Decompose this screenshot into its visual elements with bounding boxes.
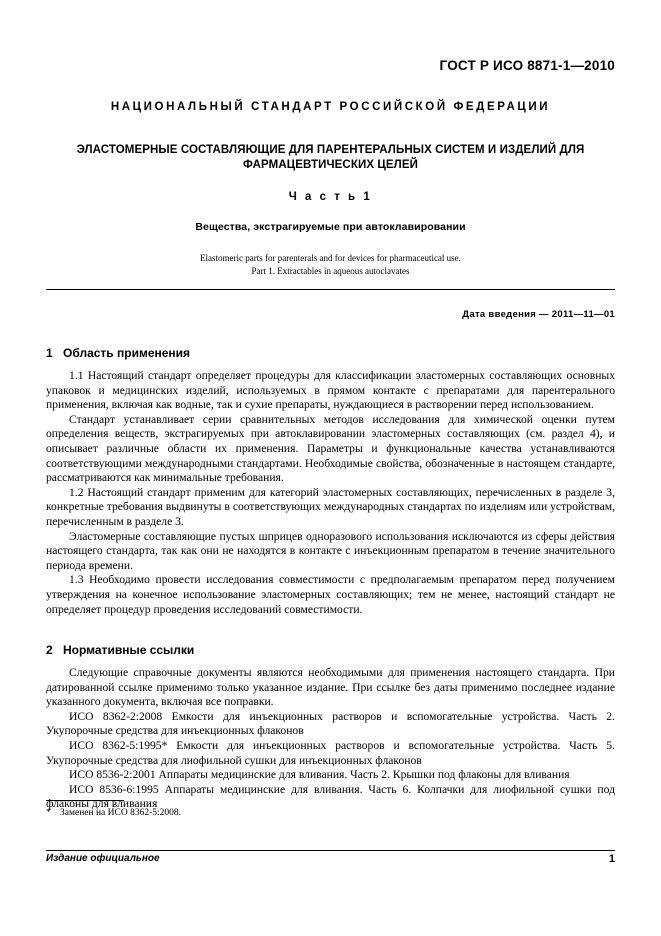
paragraph: 1.1 Настоящий стандарт определяет процедуры для классификации эластомерных составляющих основных упаковок и медицинских изделий, используемых в прямом контакте с препаратами для парентерального применения, включая как водные, так и сухие препараты, нуждающиеся в растворении перед использованием. <box>46 369 615 412</box>
paragraph: Стандарт устанавливает серии сравнительных методов исследования для химической оценки путем определения веществ, экстрагируемых при автоклавировании эластомерных составляющих (см. раздел 4), и описывает различные области их применения. Параметры и функциональные качества устанавливаются соответствующими международными стандартами. Необходимые свойства, обозначенные в настоящем стандарте, рассматриваются как минимальные требования. <box>46 412 615 485</box>
document-subtitle: Вещества, экстрагируемые при автоклавировании <box>195 221 466 233</box>
section-title-1: Область применения <box>63 346 191 360</box>
english-title-line1: Elastomeric parts for parenterals and for devices for pharmaceutical use. <box>200 253 461 263</box>
footnote-marker: * <box>46 808 51 818</box>
document-part: Ч а с т ь 1 <box>288 191 373 203</box>
paragraph: ИСО 8536-6:1995 Аппараты медицинские для вливания. Часть 6. Колпачки для лиофильной сушки под флаконы для вливания <box>46 782 615 811</box>
title-block <box>46 143 615 277</box>
english-title <box>46 252 615 277</box>
document-content <box>46 346 615 812</box>
section-number-1: 1 <box>46 346 53 360</box>
section-title-2: Нормативные ссылки <box>63 643 195 658</box>
document-number: ГОСТ Р ИСО 8871-1—2010 <box>439 58 615 73</box>
section-number-2: 2 <box>46 643 53 658</box>
publication-label: Издание официальное <box>46 853 160 864</box>
english-title-line2: Part 1. Extractables in aqueous autoclavates <box>251 265 410 276</box>
national-standard-label: НАЦИОНАЛЬНЫЙ СТАНДАРТ РОССИЙСКОЙ ФЕДЕРАЦИИ <box>110 101 551 113</box>
page-number: 1 <box>608 853 615 865</box>
footnote-divider <box>46 800 124 801</box>
section-heading-2 <box>46 643 615 657</box>
footer-divider <box>46 850 615 851</box>
paragraph: ИСО 8536-2:2001 Аппараты медицинские для вливания. Часть 2. Крышки под флаконы для вливания <box>69 768 570 782</box>
paragraph: ИСО 8362-2:2008 Емкости для инъекционных растворов и вспомогательные устройства. Часть 2. Укупорочные средства для инъекционных флаконов <box>46 709 615 738</box>
footnote-text: Заменен на ИСО 8362-5:2008. <box>60 808 181 818</box>
introduction-date: Дата введения — 2011—11—01 <box>462 309 615 320</box>
paragraph: Эластомерные составляющие пустых шприцев одноразового использования исключаются из сферы действия настоящего стандарта, так как они не находятся в контакте с инъекционным препаратом в течение значительного периода времени. <box>46 529 615 572</box>
section-heading-1 <box>46 346 615 360</box>
document-title: ЭЛАСТОМЕРНЫЕ СОСТАВЛЯЮЩИЕ ДЛЯ ПАРЕНТЕРАЛЬНЫХ СИСТЕМ И ИЗДЕЛИЙ ДЛЯ ФАРМАЦЕВТИЧЕСКИХ ЦЕЛЕЙ <box>76 144 585 171</box>
paragraph: 1.3 Необходимо провести исследования совместимости с предполагаемым препаратом перед получением утверждения на конечное использование эластомерных составляющих; тем не менее, настоящий стандарт не определяет процедур проведения исследований совместимости. <box>46 573 615 616</box>
paragraph: 1.2 Настоящий стандарт применим для категорий эластомерных составляющих, перечисленных в разделе 3, конкретные требования выдвинуты в соответствующих международных стандартах по изделиям или устройствам, перечисленным в разделе 3. <box>46 485 615 528</box>
paragraph: Следующие справочные документы являются необходимыми для применения настоящего стандарта. При датированной ссылке применимо только указанное издание. При ссылке без даты применимо последнее издание указанного документа, включая все поправки. <box>46 666 615 709</box>
footnote <box>46 808 181 818</box>
title-divider <box>46 289 615 290</box>
paragraph: ИСО 8362-5:1995* Емкости для инъекционных растворов и вспомогательные устройства. Часть 5. Укупорочные средства для лиофильной сушки для инъекционных флаконов <box>46 739 615 767</box>
